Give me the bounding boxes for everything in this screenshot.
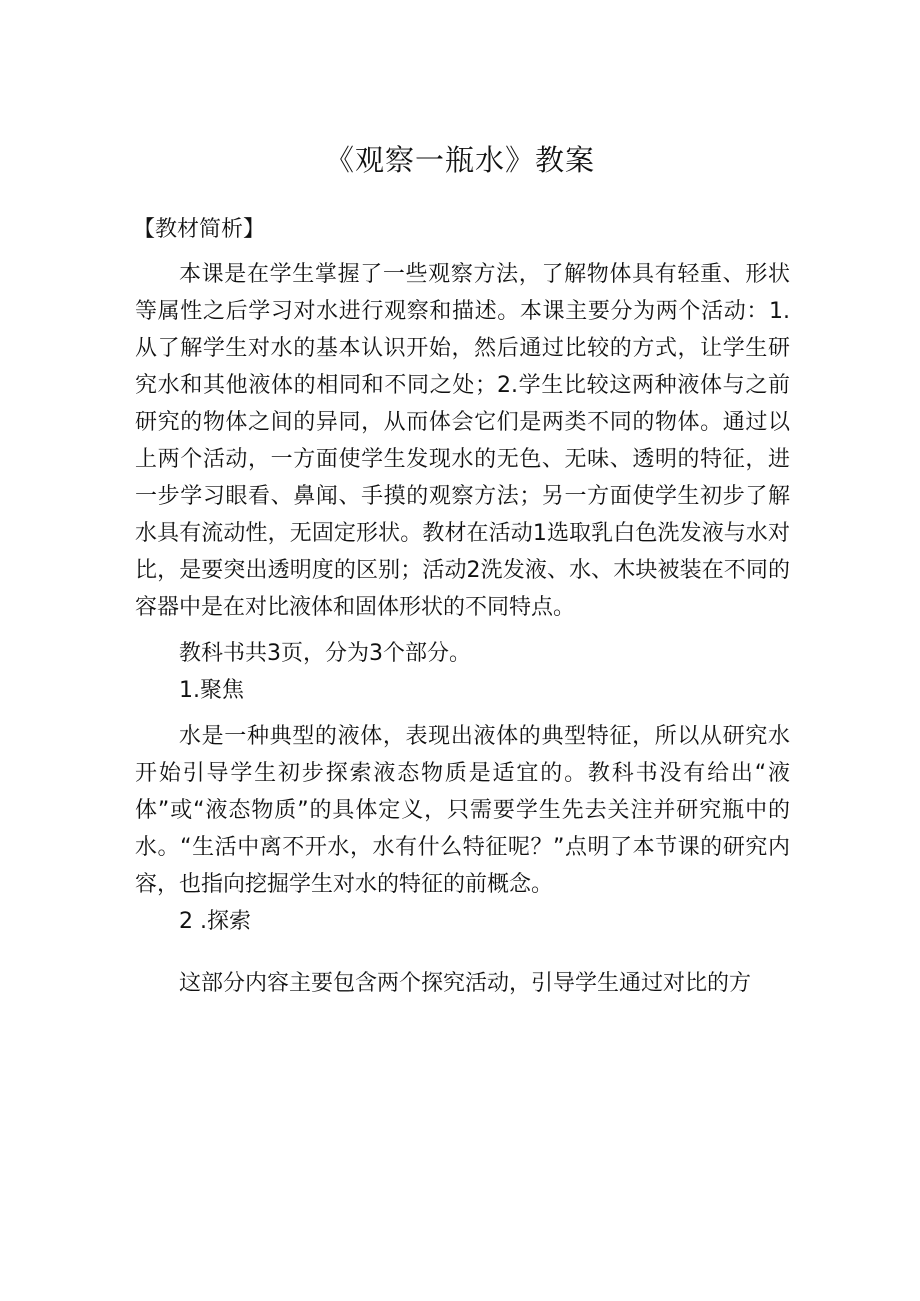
subheading-focus: 1.聚焦 bbox=[179, 678, 244, 703]
paragraph-textbook-pages: 教科书共3页，分为3个部分。 bbox=[179, 641, 471, 666]
subheading-explore: 2 .探索 bbox=[179, 909, 251, 934]
document-title: 《观察一瓶水》教案 bbox=[324, 143, 595, 177]
document-body bbox=[135, 256, 790, 1002]
section-heading-textbook-analysis: 【教材简析】 bbox=[133, 217, 266, 242]
paragraph-overview: 本课是在学生掌握了一些观察方法，了解物体具有轻重、形状等属性之后学习对水进行观察和描述。本课主要分为两个活动：1.从了解学生对水的基本认识开始，然后通过比较的方式，让学生研究水和其他液体的相同和不同之处；2.学生比较这两种液体与之前研究的物体之间的异同，从而体会它们是两类不同的物体。通过以上两个活动，一方面使学生发现水的无色、无味、透明的特征，进一步学习眼看、鼻闻、手摸的观察方法；另一方面使学生初步了解水具有流动性，无固定形状。教材在活动1选取乳白色洗发液与水对比，是要突出透明度的区别；活动2洗发液、水、木块被装在不同的容器中是在对比液体和固体形状的不同特点。 bbox=[135, 262, 790, 620]
paragraph-focus: 水是一种典型的液体，表现出液体的典型特征，所以从研究水开始引导学生初步探索液态物质是适宜的。教科书没有给出“液体”或“液态物质”的具体定义，只需要学生先去关注并研究瓶中的水。“生活中离不开水，水有什么特征呢？”点明了本节课的研究内容，也指向挖掘学生对水的特征的前概念。 bbox=[135, 724, 790, 897]
paragraph-explore: 这部分内容主要包含两个探究活动，引导学生通过对比的方 bbox=[179, 971, 752, 996]
